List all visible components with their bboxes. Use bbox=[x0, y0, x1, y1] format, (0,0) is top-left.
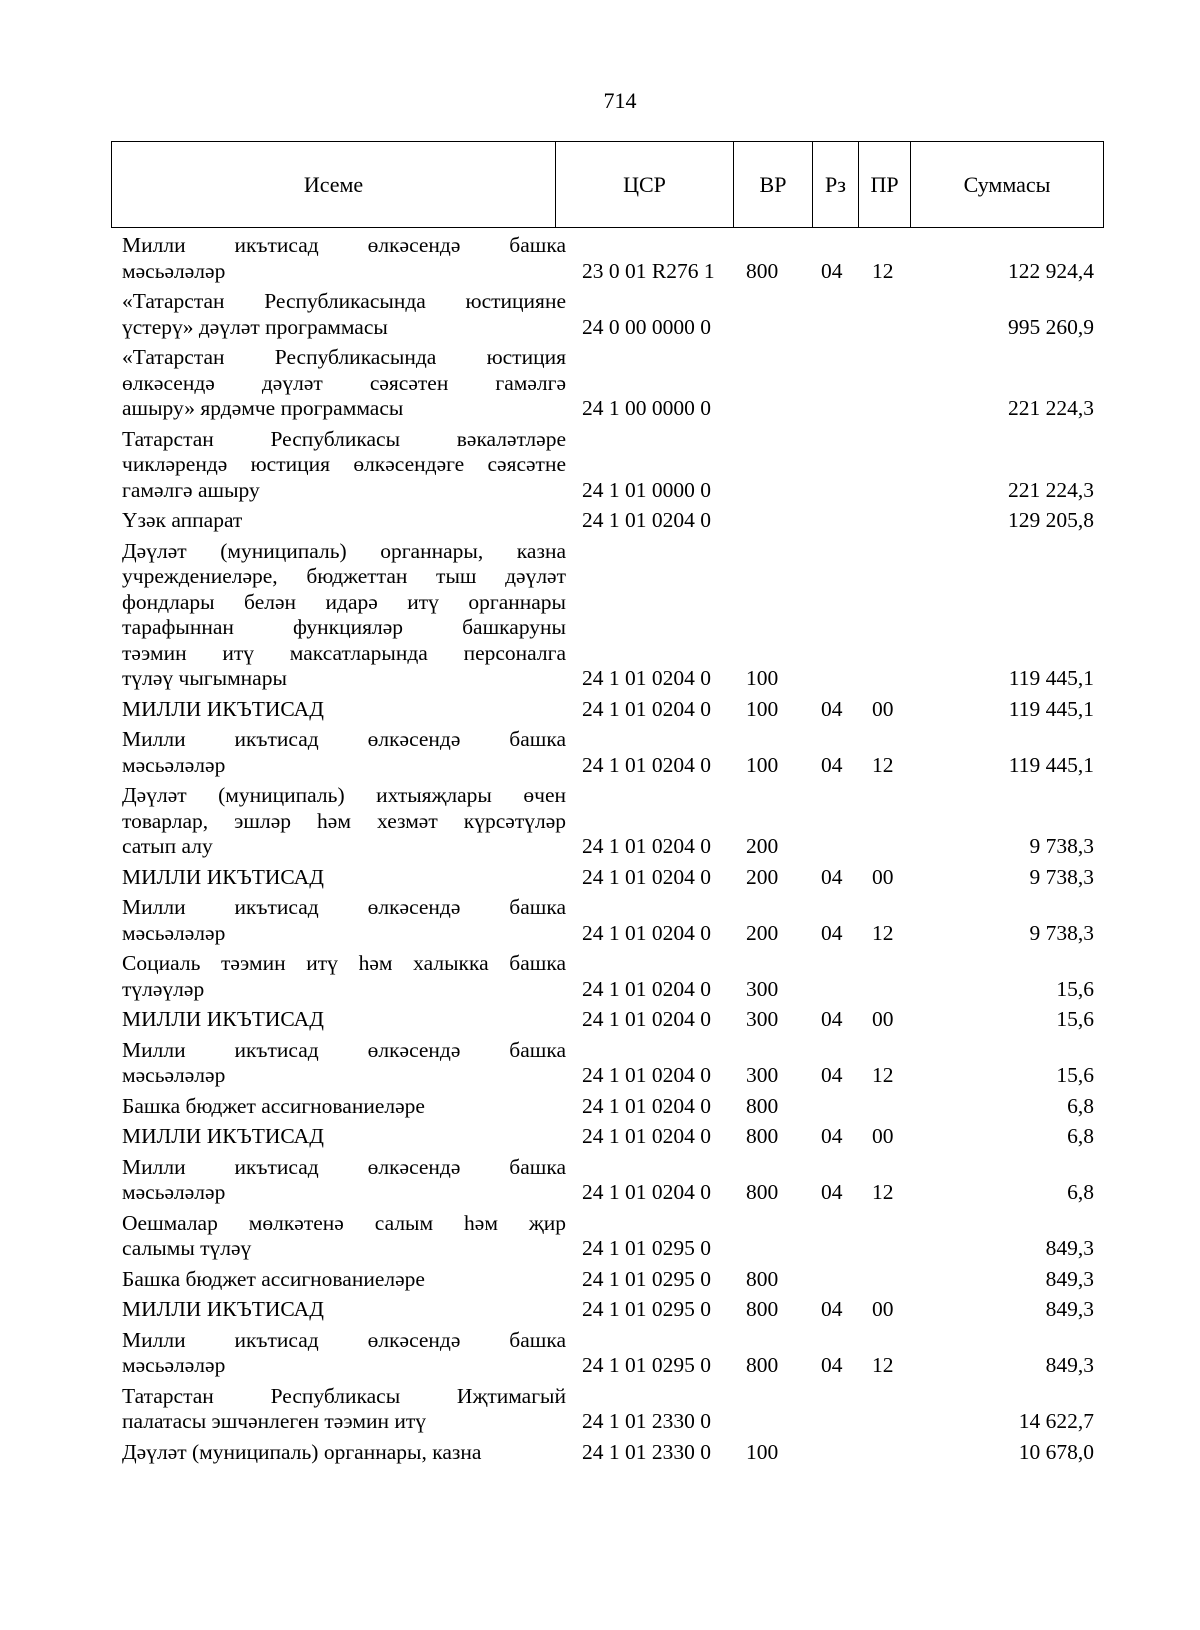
row-name bbox=[111, 289, 566, 340]
row-name-line: мәсьәләләр bbox=[122, 1353, 226, 1377]
row-name-line: МИЛЛИ ИКЪТИСАД bbox=[122, 1007, 324, 1031]
table-row bbox=[111, 1206, 1103, 1262]
row-vr: 100 bbox=[746, 752, 779, 777]
row-sum: 849,3 bbox=[1045, 1236, 1094, 1260]
row-vr: 200 bbox=[746, 834, 779, 858]
row-name bbox=[111, 538, 566, 692]
row-sum: 995 260,9 bbox=[1008, 314, 1094, 339]
row-csr: 24 1 01 0295 0 bbox=[582, 1353, 711, 1377]
row-name-line: «Татарстан Республикасында юстиция bbox=[122, 345, 566, 369]
row-name-line: МИЛЛИ ИКЪТИСАД bbox=[122, 864, 324, 889]
table-row bbox=[111, 778, 1103, 860]
row-name bbox=[111, 426, 566, 504]
table-row bbox=[111, 1150, 1103, 1206]
row-rz: 04 bbox=[821, 1063, 843, 1087]
row-rz: 04 bbox=[821, 696, 843, 721]
row-name-line: МИЛЛИ ИКЪТИСАД bbox=[122, 696, 324, 721]
row-pr: 00 bbox=[872, 1297, 894, 1321]
row-pr: 12 bbox=[872, 1353, 894, 1377]
row-name bbox=[111, 1210, 566, 1262]
header-csr: ЦСР bbox=[556, 142, 734, 228]
row-sum: 14 622,7 bbox=[1018, 1409, 1094, 1433]
row-csr: 24 1 01 0204 0 bbox=[582, 1180, 711, 1204]
table-row bbox=[111, 890, 1103, 946]
row-name bbox=[111, 1007, 555, 1033]
row-name bbox=[111, 1154, 566, 1206]
row-sum: 9 738,3 bbox=[1029, 864, 1094, 889]
row-rz: 04 bbox=[821, 864, 843, 889]
row-vr: 100 bbox=[746, 666, 779, 690]
row-vr: 100 bbox=[746, 696, 779, 721]
row-name-line: мәсьәләләр bbox=[122, 1063, 226, 1087]
row-csr: 24 1 01 0295 0 bbox=[582, 1236, 711, 1260]
row-csr: 24 1 01 0204 0 bbox=[582, 696, 711, 721]
row-name bbox=[111, 233, 566, 284]
row-name-line: Дәүләт (муниципаль) органнары, казна bbox=[122, 1439, 482, 1464]
row-name-line: тарафыннан функцияләр башкаруны bbox=[122, 615, 566, 639]
row-rz: 04 bbox=[821, 1180, 843, 1204]
row-name-line: ашыру» ярдәмче программасы bbox=[122, 396, 404, 420]
row-name-line: Татарстан Республикасы Иҗтимагый bbox=[122, 1383, 566, 1408]
row-name bbox=[111, 1124, 555, 1150]
row-csr: 23 0 01 R276 1 bbox=[582, 258, 715, 283]
row-vr: 300 bbox=[746, 1063, 779, 1087]
row-pr: 12 bbox=[872, 1063, 894, 1087]
row-name-line: палатасы эшчәнлеген тәэмин итү bbox=[122, 1409, 427, 1433]
row-name-line: Башка бюджет ассигнованиеләре bbox=[122, 1266, 425, 1291]
header-name: Исеме bbox=[112, 142, 556, 228]
row-name-line: Дәүләт (муниципаль) ихтыяҗлары өчен bbox=[122, 783, 566, 807]
table-row bbox=[111, 1033, 1103, 1089]
header-rz: Рз bbox=[813, 142, 859, 228]
row-sum: 15,6 bbox=[1056, 1063, 1094, 1087]
row-name-line: товарлар, эшләр һәм хезмәт күрсәтүләр bbox=[122, 808, 566, 833]
row-sum: 119 445,1 bbox=[1008, 666, 1094, 690]
row-vr: 300 bbox=[746, 976, 779, 1001]
row-pr: 00 bbox=[872, 1124, 894, 1148]
row-sum: 122 924,4 bbox=[1008, 258, 1094, 283]
row-name-line: үстерү» дәүләт программасы bbox=[122, 314, 388, 339]
row-name-line: Милли икътисад өлкәсендә башка bbox=[122, 1154, 566, 1179]
row-name-line: мәсьәләләр bbox=[122, 258, 226, 283]
table-row bbox=[111, 692, 1103, 723]
table-row bbox=[111, 1089, 1103, 1120]
table-row bbox=[111, 1323, 1103, 1379]
row-name-line: мәсьәләләр bbox=[122, 752, 226, 777]
row-csr: 24 1 01 2330 0 bbox=[582, 1409, 711, 1433]
row-csr: 24 1 01 0204 0 bbox=[582, 864, 711, 889]
row-pr: 00 bbox=[872, 864, 894, 889]
row-vr: 800 bbox=[746, 258, 779, 283]
row-name bbox=[111, 1327, 566, 1379]
row-csr: 24 1 01 0295 0 bbox=[582, 1266, 711, 1291]
row-name bbox=[111, 1037, 566, 1089]
table-row bbox=[111, 1119, 1103, 1150]
row-name-line: мәсьәләләр bbox=[122, 920, 226, 945]
row-vr: 800 bbox=[746, 1353, 779, 1377]
row-csr: 24 1 01 0204 0 bbox=[582, 666, 711, 690]
row-sum: 119 445,1 bbox=[1008, 752, 1094, 777]
row-sum: 9 738,3 bbox=[1029, 834, 1094, 858]
row-rz: 04 bbox=[821, 258, 843, 283]
row-csr: 24 1 01 0204 0 bbox=[582, 976, 711, 1001]
row-name-line: Милли икътисад өлкәсендә башка bbox=[122, 233, 566, 257]
row-name bbox=[111, 1440, 555, 1466]
row-csr: 24 1 01 0204 0 bbox=[582, 508, 711, 532]
row-rz: 04 bbox=[821, 1297, 843, 1321]
row-csr: 24 1 01 0295 0 bbox=[582, 1297, 711, 1321]
row-rz: 04 bbox=[821, 1124, 843, 1148]
row-name-line: Татарстан Республикасы вәкаләтләре bbox=[122, 426, 566, 451]
row-name bbox=[111, 783, 566, 860]
row-csr: 24 1 01 0204 0 bbox=[582, 1093, 711, 1118]
table-row bbox=[111, 1002, 1103, 1033]
header-sum: Суммасы bbox=[911, 142, 1104, 228]
table-row bbox=[111, 228, 1103, 284]
row-sum: 6,8 bbox=[1067, 1124, 1094, 1148]
row-sum: 10 678,0 bbox=[1018, 1439, 1094, 1464]
row-name bbox=[111, 697, 555, 723]
row-sum: 6,8 bbox=[1067, 1180, 1094, 1204]
row-name-line: чикләрендә юстиция өлкәсендәге сәясәтне bbox=[122, 452, 566, 476]
row-name-line: түләүләр bbox=[122, 976, 205, 1001]
table-row bbox=[111, 1262, 1103, 1293]
row-csr: 24 0 00 0000 0 bbox=[582, 314, 711, 339]
row-pr: 12 bbox=[872, 920, 894, 945]
row-name-line: Милли икътисад өлкәсендә башка bbox=[122, 1327, 566, 1352]
table-row bbox=[111, 503, 1103, 534]
row-rz: 04 bbox=[821, 920, 843, 945]
row-name-line: МИЛЛИ ИКЪТИСАД bbox=[122, 1297, 324, 1321]
row-sum: 119 445,1 bbox=[1008, 696, 1094, 721]
row-csr: 24 1 01 0204 0 bbox=[582, 1124, 711, 1148]
row-sum: 221 224,3 bbox=[1008, 477, 1094, 502]
header-vr: ВР bbox=[734, 142, 813, 228]
row-pr: 12 bbox=[872, 752, 894, 777]
table-row bbox=[111, 534, 1103, 692]
row-sum: 129 205,8 bbox=[1008, 508, 1094, 532]
row-rz: 04 bbox=[821, 752, 843, 777]
row-vr: 800 bbox=[746, 1093, 779, 1118]
table-row bbox=[111, 1379, 1103, 1435]
row-sum: 221 224,3 bbox=[1008, 396, 1094, 420]
row-name-line: мәсьәләләр bbox=[122, 1180, 226, 1204]
row-sum: 9 738,3 bbox=[1029, 920, 1094, 945]
row-name-line: фондлары белән идарә итү органнары bbox=[122, 589, 566, 614]
row-csr: 24 1 01 0000 0 bbox=[582, 477, 711, 502]
row-vr: 800 bbox=[746, 1266, 779, 1291]
row-name bbox=[111, 1383, 566, 1435]
row-name-line: өлкәсендә дәүләт сәясәтен гамәлгә bbox=[122, 370, 566, 395]
row-vr: 100 bbox=[746, 1439, 779, 1464]
row-vr: 200 bbox=[746, 920, 779, 945]
row-name-line: Милли икътисад өлкәсендә башка bbox=[122, 727, 566, 751]
table-row bbox=[111, 1435, 1103, 1466]
row-name-line: МИЛЛИ ИКЪТИСАД bbox=[122, 1124, 324, 1148]
row-csr: 24 1 01 0204 0 bbox=[582, 1063, 711, 1087]
row-name-line: учреждениеләре, бюджеттан тыш дәүләт bbox=[122, 564, 566, 588]
row-name-line: Үзәк аппарат bbox=[122, 508, 243, 532]
table-row bbox=[111, 340, 1103, 422]
table-row bbox=[111, 722, 1103, 778]
row-csr: 24 1 01 2330 0 bbox=[582, 1439, 711, 1464]
row-name-line: Социаль тәэмин итү һәм халыкка башка bbox=[122, 951, 566, 975]
row-vr: 800 bbox=[746, 1124, 779, 1148]
row-name-line: сатып алу bbox=[122, 834, 213, 858]
table-body bbox=[111, 228, 1103, 1465]
row-name-line: Башка бюджет ассигнованиеләре bbox=[122, 1093, 425, 1118]
row-sum: 15,6 bbox=[1056, 1007, 1094, 1031]
row-name bbox=[111, 895, 566, 946]
row-rz: 04 bbox=[821, 1007, 843, 1031]
row-rz: 04 bbox=[821, 1353, 843, 1377]
row-sum: 15,6 bbox=[1056, 976, 1094, 1001]
row-name bbox=[111, 727, 566, 778]
row-name bbox=[111, 1094, 555, 1120]
row-name-line: «Татарстан Республикасында юстицияне bbox=[122, 289, 566, 313]
row-pr: 12 bbox=[872, 258, 894, 283]
row-pr: 00 bbox=[872, 696, 894, 721]
row-sum: 6,8 bbox=[1067, 1093, 1094, 1118]
row-name-line: Оешмалар мөлкәтенә салым һәм җир bbox=[122, 1210, 566, 1235]
row-csr: 24 1 01 0204 0 bbox=[582, 1007, 711, 1031]
row-sum: 849,3 bbox=[1045, 1266, 1094, 1291]
row-name-line: түләү чыгымнары bbox=[122, 666, 287, 690]
row-name-line: салымы түләү bbox=[122, 1236, 252, 1260]
row-name-line: гамәлгә ашыру bbox=[122, 477, 260, 502]
row-name-line: тәэмин итү максатларында персоналга bbox=[122, 640, 566, 665]
row-pr: 00 bbox=[872, 1007, 894, 1031]
row-pr: 12 bbox=[872, 1180, 894, 1204]
row-name bbox=[111, 1267, 555, 1293]
row-csr: 24 1 01 0204 0 bbox=[582, 920, 711, 945]
table-row bbox=[111, 860, 1103, 891]
table-row bbox=[111, 1292, 1103, 1323]
row-vr: 800 bbox=[746, 1297, 779, 1321]
header-pr: ПР bbox=[859, 142, 911, 228]
row-csr: 24 1 01 0204 0 bbox=[582, 834, 711, 858]
table-row bbox=[111, 422, 1103, 504]
table-row bbox=[111, 284, 1103, 340]
table-row bbox=[111, 946, 1103, 1002]
row-sum: 849,3 bbox=[1045, 1353, 1094, 1377]
row-name bbox=[111, 865, 555, 891]
row-name-line: Дәүләт (муниципаль) органнары, казна bbox=[122, 538, 566, 563]
page-number: 714 bbox=[603, 88, 637, 113]
row-name bbox=[111, 1297, 555, 1323]
row-name-line: Милли икътисад өлкәсендә башка bbox=[122, 1037, 566, 1062]
row-vr: 300 bbox=[746, 1007, 779, 1031]
row-name bbox=[111, 345, 566, 422]
row-name bbox=[111, 951, 566, 1002]
row-csr: 24 1 00 0000 0 bbox=[582, 396, 711, 420]
row-vr: 200 bbox=[746, 864, 779, 889]
row-sum: 849,3 bbox=[1045, 1297, 1094, 1321]
row-name-line: Милли икътисад өлкәсендә башка bbox=[122, 895, 566, 919]
table-header bbox=[111, 141, 1104, 228]
row-csr: 24 1 01 0204 0 bbox=[582, 752, 711, 777]
row-name bbox=[111, 508, 555, 534]
row-vr: 800 bbox=[746, 1180, 779, 1204]
